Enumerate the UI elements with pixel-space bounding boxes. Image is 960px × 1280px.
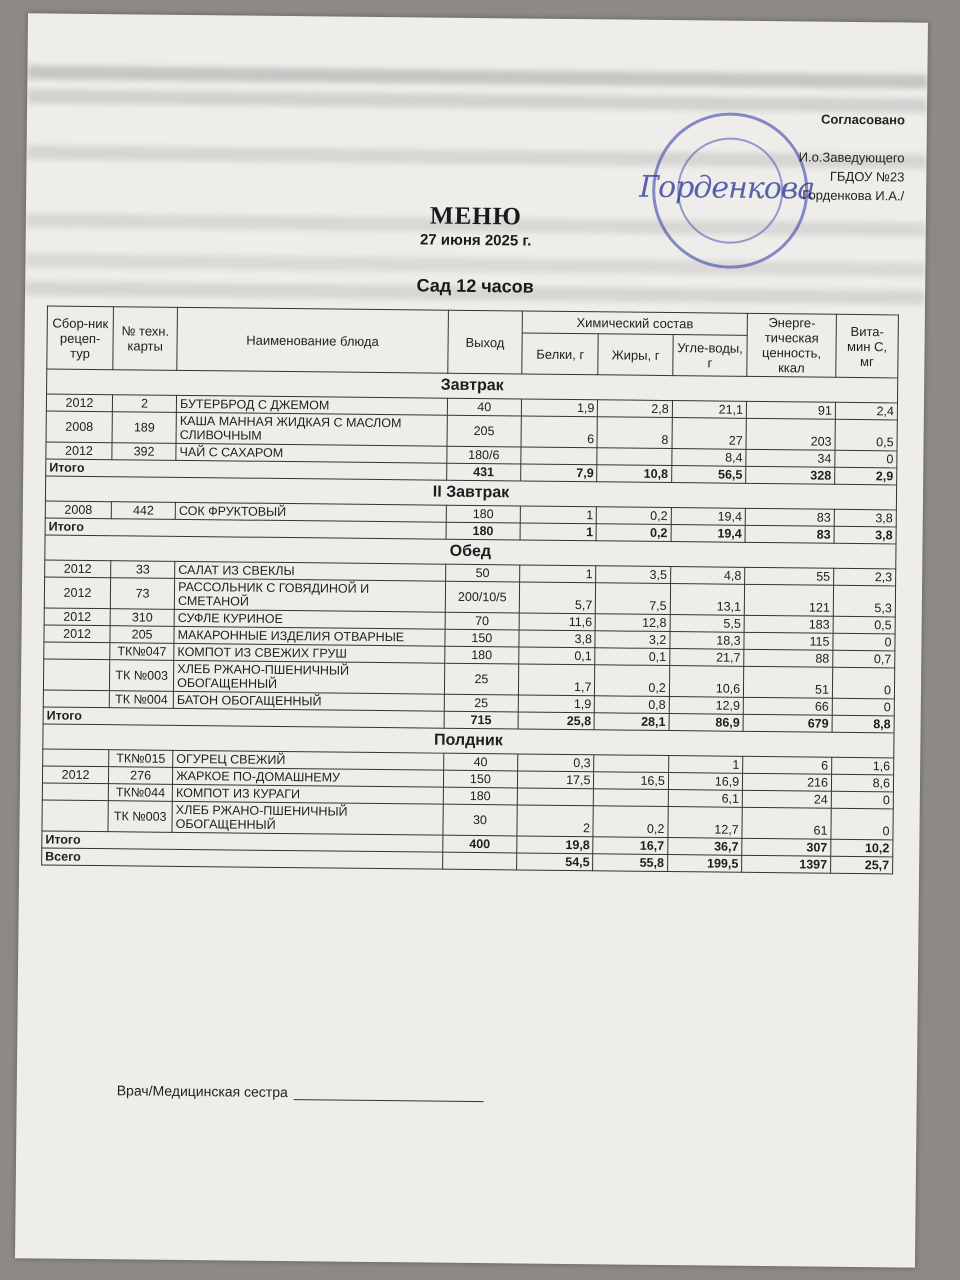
signature: Горденкова: [639, 169, 815, 207]
carbs-value: 21,1: [672, 401, 747, 419]
total-value: 56,5: [671, 466, 746, 484]
fat-value: 0,2: [595, 665, 670, 697]
vitamin-value: 2,3: [834, 568, 896, 586]
grand-total-value: 199,5: [667, 855, 742, 873]
fat-value: 7,5: [596, 583, 671, 615]
dish-name: ХЛЕБ РЖАНО-ПШЕНИЧНЫЙ ОБОГАЩЕННЫЙ: [174, 660, 445, 694]
energy-value: 66: [743, 697, 832, 715]
energy-value: 51: [744, 666, 833, 698]
menu-subtitle: Сад 12 часов: [416, 275, 534, 297]
menu-date: 27 июня 2025 г.: [419, 231, 532, 250]
protein-value: 17,5: [517, 771, 594, 789]
total-value: 28,1: [595, 713, 670, 731]
carbs-value: 12,9: [669, 697, 744, 715]
carbs-value: 1: [668, 756, 743, 774]
protein-value: 1,9: [521, 399, 598, 417]
recipe-collection: 2012: [45, 560, 111, 578]
vitamin-value: 0,5: [833, 616, 895, 634]
fat-value: 3,2: [595, 631, 670, 649]
protein-value: 2: [517, 805, 594, 837]
recipe-collection: [43, 690, 109, 708]
dish-yield: 25: [444, 663, 519, 695]
total-value: 328: [746, 466, 835, 484]
header-protein: Белки, г: [522, 333, 599, 375]
carbs-value: 18,3: [670, 632, 745, 650]
total-value: 3,8: [834, 526, 896, 544]
energy-value: 6: [743, 756, 832, 774]
signature-blank: [294, 1085, 484, 1102]
dish-yield: 40: [443, 753, 518, 771]
dish-yield: 150: [443, 770, 518, 788]
recipe-collection: 2012: [44, 625, 110, 643]
fat-value: 3,5: [596, 566, 671, 584]
carbs-value: 8,4: [672, 449, 747, 467]
tech-card-number: 442: [111, 502, 175, 520]
vitamin-value: 8,6: [831, 774, 893, 792]
fat-value: 0,1: [595, 648, 670, 666]
energy-value: 121: [744, 584, 833, 616]
carbs-value: 16,9: [668, 773, 743, 791]
fat-value: [594, 789, 669, 807]
tech-card-number: 33: [111, 561, 175, 579]
dish-name: СОК ФРУКТОВЫЙ: [175, 502, 446, 522]
recipe-collection: [43, 749, 109, 767]
protein-value: 1,7: [518, 664, 595, 696]
fat-value: [594, 755, 669, 773]
grand-total-value: 1397: [742, 855, 831, 873]
vitamin-value: 0: [833, 633, 895, 651]
protein-value: 0,1: [519, 647, 596, 665]
tech-card-number: 276: [109, 767, 173, 785]
total-value: 19,8: [517, 836, 594, 854]
section-title: Обед: [45, 535, 896, 569]
recipe-collection: 2012: [44, 577, 110, 609]
fat-value: [597, 448, 672, 466]
dish-name: МАКАРОННЫЕ ИЗДЕЛИЯ ОТВАРНЫЕ: [174, 626, 445, 646]
vitamin-value: 3,8: [834, 509, 896, 527]
dish-name: РАССОЛЬНИК С ГОВЯДИНОЙ И СМЕТАНОЙ: [174, 578, 445, 612]
total-value: 400: [442, 835, 517, 853]
fat-value: 2,8: [598, 400, 673, 418]
total-label: Итого: [45, 518, 446, 539]
total-value: 19,4: [671, 525, 746, 543]
total-value: 307: [742, 838, 831, 856]
tech-card-number: 189: [112, 412, 176, 444]
total-value: 715: [444, 711, 519, 729]
section-title: Завтрак: [47, 369, 898, 403]
vitamin-value: 0: [832, 698, 894, 716]
vitamin-value: 1,6: [832, 757, 894, 775]
recipe-collection: 2012: [46, 442, 112, 460]
fat-value: 8: [597, 417, 672, 449]
recipe-collection: [42, 783, 108, 801]
protein-value: 5,7: [519, 582, 596, 614]
dish-name: КОМПОТ ИЗ КУРАГИ: [172, 784, 443, 804]
scan-smudge: [27, 65, 927, 88]
page-title: МЕНЮ: [429, 202, 522, 231]
tech-card-number: 73: [110, 578, 174, 610]
recipe-collection: [42, 800, 108, 832]
carbs-value: 21,7: [670, 649, 745, 667]
total-value: 10,2: [831, 839, 893, 857]
header-yield: Выход: [447, 310, 522, 374]
fat-value: 12,8: [596, 614, 671, 632]
vitamin-value: 0: [831, 791, 893, 809]
dish-yield: 180/6: [447, 446, 522, 464]
approval-person: Горденкова И.А./: [802, 187, 905, 204]
total-value: 86,9: [669, 714, 744, 732]
energy-value: 83: [745, 508, 834, 526]
grand-total-value: [442, 852, 517, 870]
protein-value: [517, 788, 594, 806]
fat-value: 0,2: [597, 507, 672, 525]
dish-name: СУФЛЕ КУРИНОЕ: [174, 609, 445, 629]
total-value: 10,8: [597, 465, 672, 483]
section-title: Полдник: [43, 724, 894, 758]
total-value: 16,7: [593, 837, 668, 855]
tech-card-number: 2: [112, 395, 176, 413]
footer-label: Врач/Медицинская сестра: [116, 1082, 288, 1101]
tech-card-number: ТК№044: [108, 784, 172, 802]
fat-value: 0,8: [595, 696, 670, 714]
dish-yield: 200/10/5: [445, 581, 520, 613]
dish-yield: 205: [447, 415, 522, 447]
protein-value: 1: [520, 506, 597, 524]
tech-card-number: ТК №003: [110, 660, 174, 692]
protein-value: 3,8: [519, 630, 596, 648]
protein-value: 1,9: [518, 695, 595, 713]
recipe-collection: [43, 659, 109, 691]
header-carbs: Угле-воды, г: [673, 335, 748, 377]
carbs-value: 5,5: [670, 615, 745, 633]
energy-value: 183: [744, 615, 833, 633]
dish-name: ЖАРКОЕ ПО-ДОМАШНЕМУ: [173, 767, 444, 787]
menu-body: [42, 369, 898, 874]
approval-heading: Согласовано: [820, 111, 906, 128]
energy-value: 61: [742, 807, 831, 839]
energy-value: 115: [744, 632, 833, 650]
header-tech-card: № техн. карты: [113, 307, 178, 371]
tech-card-number: ТК№047: [110, 643, 174, 661]
approval-position: И.о.Заведующего: [798, 149, 905, 166]
approval-block: [694, 110, 905, 207]
total-value: 36,7: [668, 838, 743, 856]
carbs-value: 10,6: [669, 666, 744, 698]
dish-name: БУТЕРБРОД С ДЖЕМОМ: [176, 395, 447, 415]
tech-card-number: ТК№015: [109, 750, 173, 768]
total-value: 8,8: [832, 715, 894, 733]
header-dish-name: Наименование блюда: [177, 307, 448, 373]
energy-value: 91: [746, 401, 835, 419]
vitamin-value: 0: [831, 808, 893, 840]
protein-value: [521, 447, 598, 465]
tech-card-number: 392: [112, 443, 176, 461]
header-collection: Сбор-ник рецеп-тур: [47, 306, 114, 370]
dish-yield: 30: [443, 804, 518, 836]
dish-name: БАТОН ОБОГАЩЕННЫЙ: [173, 691, 444, 711]
recipe-collection: [44, 642, 110, 660]
vitamin-value: 0,5: [835, 419, 897, 451]
protein-value: 0,3: [518, 754, 595, 772]
grand-total-value: 54,5: [517, 853, 594, 871]
menu-document: [15, 13, 928, 1267]
fat-value: 0,2: [593, 806, 668, 838]
total-value: 679: [743, 714, 832, 732]
dish-name: САЛАТ ИЗ СВЕКЛЫ: [175, 561, 446, 581]
grand-total-value: 55,8: [593, 854, 668, 872]
carbs-value: 4,8: [670, 567, 745, 585]
total-value: 25,8: [518, 712, 595, 730]
energy-value: 88: [744, 649, 833, 667]
carbs-value: 6,1: [668, 790, 743, 808]
protein-value: 6: [521, 416, 598, 448]
energy-value: 216: [743, 773, 832, 791]
dish-yield: 180: [444, 646, 519, 664]
total-value: 1: [520, 523, 597, 541]
recipe-collection: 2008: [46, 411, 112, 443]
carbs-value: 19,4: [671, 508, 746, 526]
dish-yield: 180: [446, 505, 521, 523]
total-label: Итого: [42, 831, 443, 852]
vitamin-value: 0: [835, 450, 897, 468]
energy-value: 55: [745, 567, 834, 585]
header-vitamin: Вита-мин С, мг: [836, 314, 899, 378]
total-value: 7,9: [521, 464, 598, 482]
vitamin-value: 0,7: [833, 650, 895, 668]
dish-name: ЧАЙ С САХАРОМ: [176, 443, 447, 463]
menu-table: [41, 306, 899, 875]
vitamin-value: 2,4: [835, 402, 897, 420]
header-energy: Энерге-тическая ценность, ккал: [747, 313, 836, 377]
recipe-collection: 2012: [46, 394, 112, 412]
dish-name: ХЛЕБ РЖАНО-ПШЕНИЧНЫЙ ОБОГАЩЕННЫЙ: [172, 801, 443, 835]
tech-card-number: ТК №004: [109, 691, 173, 709]
tech-card-number: ТК №003: [108, 801, 172, 833]
grand-total-label: Всего: [42, 848, 443, 869]
energy-value: 203: [746, 418, 835, 450]
carbs-value: 12,7: [668, 807, 743, 839]
recipe-collection: 2012: [42, 766, 108, 784]
tech-card-number: 205: [110, 626, 174, 644]
approval-org: ГБДОУ №23: [829, 168, 905, 185]
energy-value: 34: [746, 449, 835, 467]
total-label: Итого: [43, 707, 444, 728]
protein-value: 11,6: [519, 613, 596, 631]
fat-value: 16,5: [594, 772, 669, 790]
total-value: 83: [745, 525, 834, 543]
protein-value: 1: [520, 565, 597, 583]
total-value: 0,2: [597, 524, 672, 542]
dish-name: КАША МАННАЯ ЖИДКАЯ С МАСЛОМ СЛИВОЧНЫМ: [176, 412, 447, 446]
recipe-collection: 2008: [45, 501, 111, 519]
scan-smudge: [27, 89, 927, 112]
dish-name: ОГУРЕЦ СВЕЖИЙ: [173, 750, 444, 770]
energy-value: 24: [742, 790, 831, 808]
header-fat: Жиры, г: [598, 334, 673, 376]
header-chemical: Химический состав: [522, 311, 747, 336]
dish-yield: 70: [445, 612, 520, 630]
dish-yield: 40: [447, 398, 522, 416]
vitamin-value: 0: [832, 667, 894, 699]
dish-yield: 150: [445, 629, 520, 647]
carbs-value: 13,1: [670, 584, 745, 616]
carbs-value: 27: [672, 418, 747, 450]
vitamin-value: 5,3: [833, 585, 895, 617]
dish-yield: 50: [445, 564, 520, 582]
dish-yield: 25: [444, 694, 519, 712]
recipe-collection: 2012: [44, 608, 110, 626]
total-label: Итого: [46, 459, 447, 480]
dish-name: КОМПОТ ИЗ СВЕЖИХ ГРУШ: [174, 643, 445, 663]
section-title: II Завтрак: [45, 476, 896, 510]
total-value: 2,9: [835, 467, 897, 485]
footer-signature-line: [117, 1082, 484, 1102]
grand-total-value: 25,7: [831, 856, 893, 874]
total-value: 180: [446, 522, 521, 540]
dish-yield: 180: [443, 787, 518, 805]
tech-card-number: 310: [110, 609, 174, 627]
total-value: 431: [446, 463, 521, 481]
